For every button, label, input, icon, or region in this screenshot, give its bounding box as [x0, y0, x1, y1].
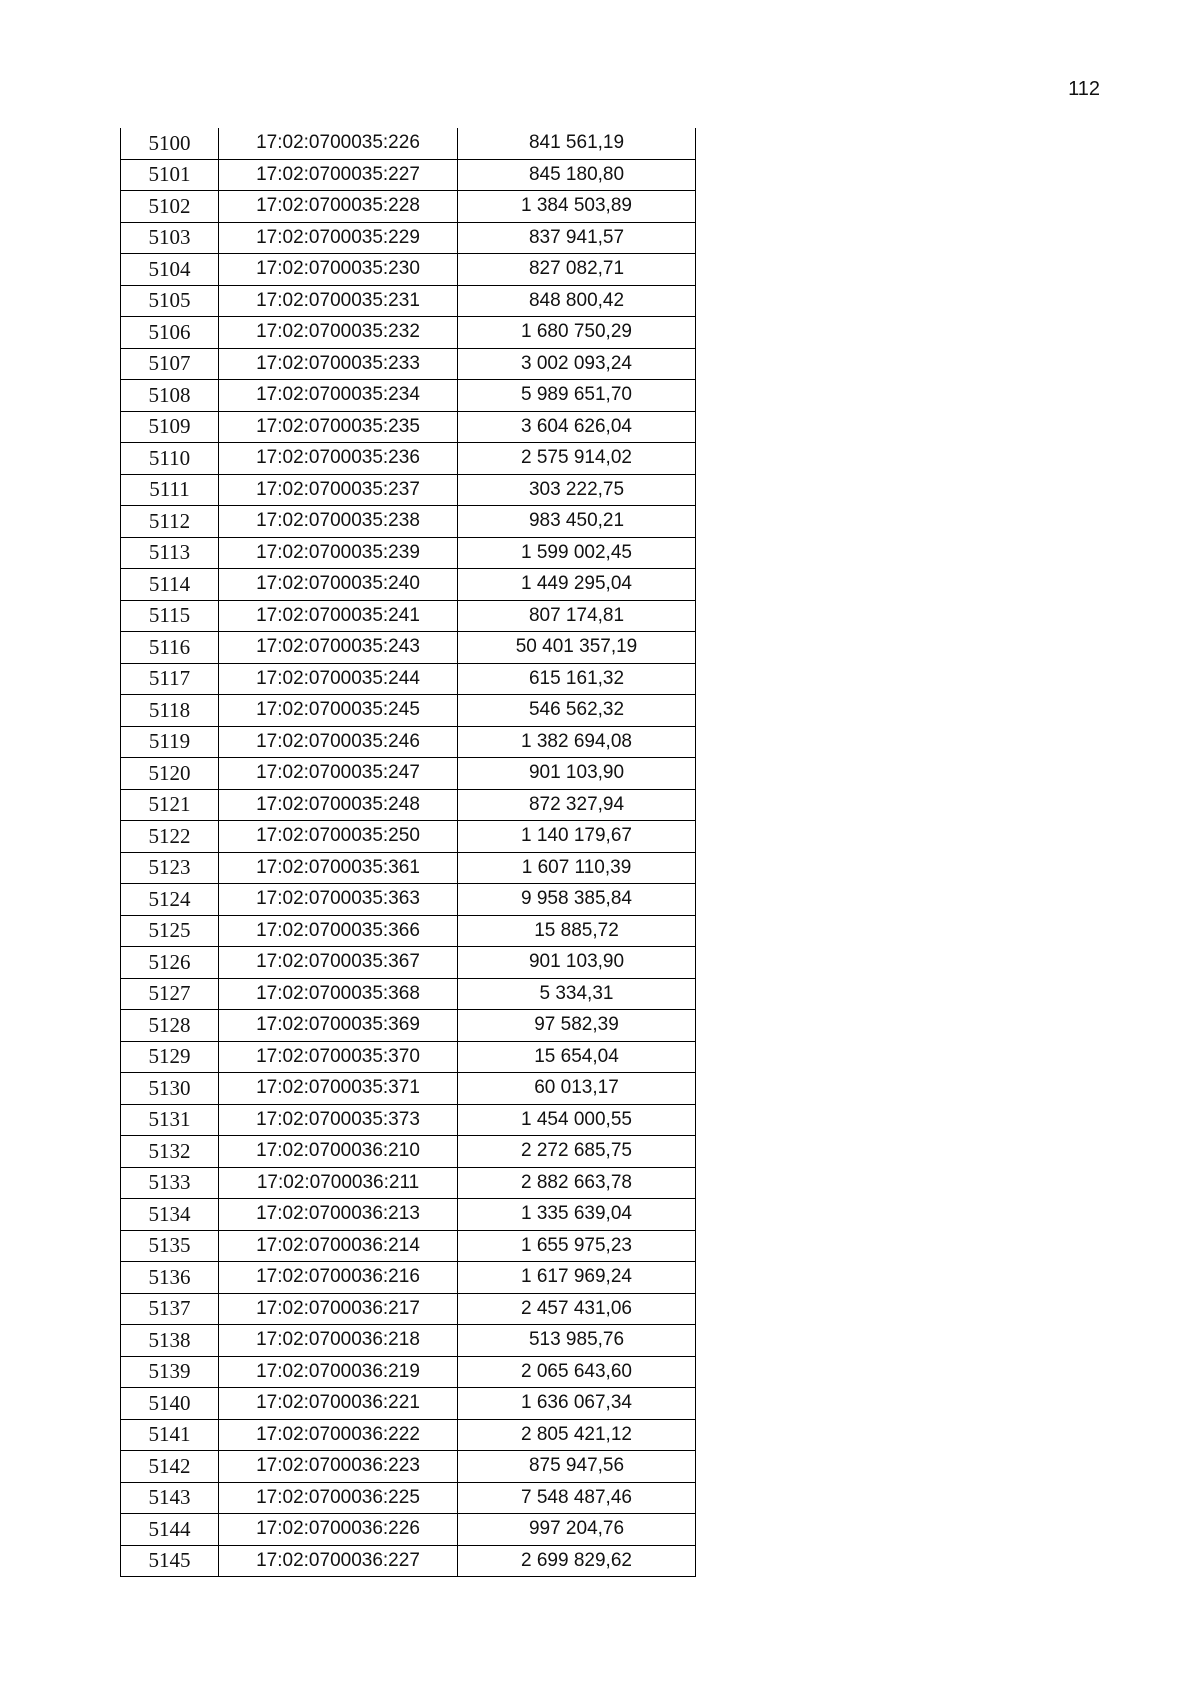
cadastral-number-cell: 17:02:0700035:231 [219, 285, 458, 317]
row-number-cell: 5126 [121, 947, 219, 979]
row-number-cell: 5138 [121, 1325, 219, 1357]
table-row [121, 1041, 696, 1073]
cadastral-number-cell: 17:02:0700035:239 [219, 537, 458, 569]
cadastral-value-cell: 901 103,90 [458, 758, 696, 790]
row-number-cell: 5123 [121, 852, 219, 884]
cadastral-number-cell: 17:02:0700035:246 [219, 726, 458, 758]
cadastral-value-cell: 2 575 914,02 [458, 443, 696, 475]
cadastral-value-cell: 1 449 295,04 [458, 569, 696, 601]
cadastral-value-cell: 997 204,76 [458, 1514, 696, 1546]
table-body [121, 128, 696, 1577]
cadastral-number-cell: 17:02:0700035:240 [219, 569, 458, 601]
row-number-cell: 5137 [121, 1293, 219, 1325]
table-row [121, 1419, 696, 1451]
cadastral-value-cell: 1 617 969,24 [458, 1262, 696, 1294]
table-row [121, 474, 696, 506]
cadastral-value-cell: 1 680 750,29 [458, 317, 696, 349]
cadastral-value-cell: 845 180,80 [458, 159, 696, 191]
cadastral-value-cell: 615 161,32 [458, 663, 696, 695]
cadastral-number-cell: 17:02:0700035:361 [219, 852, 458, 884]
row-number-cell: 5132 [121, 1136, 219, 1168]
cadastral-number-cell: 17:02:0700035:227 [219, 159, 458, 191]
table-row [121, 1451, 696, 1483]
cadastral-value-cell: 1 454 000,55 [458, 1104, 696, 1136]
cadastral-number-cell: 17:02:0700036:226 [219, 1514, 458, 1546]
cadastral-number-cell: 17:02:0700035:245 [219, 695, 458, 727]
cadastral-number-cell: 17:02:0700036:223 [219, 1451, 458, 1483]
table-row [121, 947, 696, 979]
cadastral-number-cell: 17:02:0700036:219 [219, 1356, 458, 1388]
row-number-cell: 5143 [121, 1482, 219, 1514]
row-number-cell: 5102 [121, 191, 219, 223]
row-number-cell: 5134 [121, 1199, 219, 1231]
row-number-cell: 5142 [121, 1451, 219, 1483]
cadastral-number-cell: 17:02:0700035:237 [219, 474, 458, 506]
cadastral-number-cell: 17:02:0700035:235 [219, 411, 458, 443]
cadastral-number-cell: 17:02:0700036:221 [219, 1388, 458, 1420]
cadastral-value-cell: 1 335 639,04 [458, 1199, 696, 1231]
table-row [121, 852, 696, 884]
cadastral-value-cell: 97 582,39 [458, 1010, 696, 1042]
table-row [121, 884, 696, 916]
row-number-cell: 5111 [121, 474, 219, 506]
cadastral-value-cell: 1 382 694,08 [458, 726, 696, 758]
cadastral-number-cell: 17:02:0700035:373 [219, 1104, 458, 1136]
table-row [121, 758, 696, 790]
cadastral-value-cell: 841 561,19 [458, 128, 696, 159]
cadastral-value-cell: 983 450,21 [458, 506, 696, 538]
cadastral-number-cell: 17:02:0700036:216 [219, 1262, 458, 1294]
table-row [121, 1167, 696, 1199]
cadastral-number-cell: 17:02:0700035:363 [219, 884, 458, 916]
cadastral-number-cell: 17:02:0700035:236 [219, 443, 458, 475]
row-number-cell: 5118 [121, 695, 219, 727]
row-number-cell: 5107 [121, 348, 219, 380]
row-number-cell: 5135 [121, 1230, 219, 1262]
cadastral-value-cell: 15 654,04 [458, 1041, 696, 1073]
table-row [121, 285, 696, 317]
table-row [121, 254, 696, 286]
cadastral-number-cell: 17:02:0700035:247 [219, 758, 458, 790]
cadastral-number-cell: 17:02:0700035:368 [219, 978, 458, 1010]
cadastral-number-cell: 17:02:0700035:243 [219, 632, 458, 664]
table-row [121, 443, 696, 475]
cadastral-value-cell: 7 548 487,46 [458, 1482, 696, 1514]
table-row [121, 1545, 696, 1577]
cadastral-value-cell: 2 805 421,12 [458, 1419, 696, 1451]
table-row [121, 222, 696, 254]
cadastral-number-cell: 17:02:0700035:248 [219, 789, 458, 821]
row-number-cell: 5136 [121, 1262, 219, 1294]
cadastral-value-cell: 546 562,32 [458, 695, 696, 727]
cadastral-value-cell: 5 989 651,70 [458, 380, 696, 412]
cadastral-number-cell: 17:02:0700036:225 [219, 1482, 458, 1514]
cadastral-value-cell: 2 457 431,06 [458, 1293, 696, 1325]
table-row [121, 821, 696, 853]
cadastral-number-cell: 17:02:0700035:371 [219, 1073, 458, 1105]
row-number-cell: 5139 [121, 1356, 219, 1388]
row-number-cell: 5108 [121, 380, 219, 412]
row-number-cell: 5101 [121, 159, 219, 191]
cadastral-value-table [120, 128, 696, 1577]
cadastral-value-cell: 2 065 643,60 [458, 1356, 696, 1388]
cadastral-value-cell: 1 655 975,23 [458, 1230, 696, 1262]
row-number-cell: 5128 [121, 1010, 219, 1042]
cadastral-value-cell: 875 947,56 [458, 1451, 696, 1483]
table-row [121, 789, 696, 821]
row-number-cell: 5119 [121, 726, 219, 758]
table-row [121, 1388, 696, 1420]
row-number-cell: 5116 [121, 632, 219, 664]
table-row [121, 1482, 696, 1514]
table-row [121, 1325, 696, 1357]
table-row [121, 1136, 696, 1168]
cadastral-value-cell: 60 013,17 [458, 1073, 696, 1105]
cadastral-number-cell: 17:02:0700035:250 [219, 821, 458, 853]
cadastral-value-cell: 9 958 385,84 [458, 884, 696, 916]
cadastral-value-cell: 1 636 067,34 [458, 1388, 696, 1420]
table-row [121, 191, 696, 223]
row-number-cell: 5130 [121, 1073, 219, 1105]
table-row [121, 317, 696, 349]
row-number-cell: 5105 [121, 285, 219, 317]
row-number-cell: 5145 [121, 1545, 219, 1577]
row-number-cell: 5104 [121, 254, 219, 286]
cadastral-number-cell: 17:02:0700036:217 [219, 1293, 458, 1325]
cadastral-number-cell: 17:02:0700036:222 [219, 1419, 458, 1451]
cadastral-value-cell: 3 002 093,24 [458, 348, 696, 380]
cadastral-number-cell: 17:02:0700035:366 [219, 915, 458, 947]
table-row [121, 348, 696, 380]
cadastral-number-cell: 17:02:0700035:226 [219, 128, 458, 159]
cadastral-value-cell: 50 401 357,19 [458, 632, 696, 664]
row-number-cell: 5121 [121, 789, 219, 821]
cadastral-value-cell: 1 384 503,89 [458, 191, 696, 223]
table-row [121, 380, 696, 412]
table-row [121, 695, 696, 727]
cadastral-value-cell: 1 140 179,67 [458, 821, 696, 853]
row-number-cell: 5115 [121, 600, 219, 632]
cadastral-number-cell: 17:02:0700036:210 [219, 1136, 458, 1168]
row-number-cell: 5100 [121, 128, 219, 159]
row-number-cell: 5117 [121, 663, 219, 695]
table-row [121, 569, 696, 601]
row-number-cell: 5114 [121, 569, 219, 601]
cadastral-value-cell: 807 174,81 [458, 600, 696, 632]
row-number-cell: 5109 [121, 411, 219, 443]
cadastral-value-cell: 2 699 829,62 [458, 1545, 696, 1577]
cadastral-number-cell: 17:02:0700036:211 [219, 1167, 458, 1199]
cadastral-number-cell: 17:02:0700035:228 [219, 191, 458, 223]
table-row [121, 1104, 696, 1136]
cadastral-number-cell: 17:02:0700036:218 [219, 1325, 458, 1357]
cadastral-value-cell: 3 604 626,04 [458, 411, 696, 443]
table-row [121, 1010, 696, 1042]
table-row [121, 537, 696, 569]
cadastral-value-cell: 872 327,94 [458, 789, 696, 821]
cadastral-number-cell: 17:02:0700035:244 [219, 663, 458, 695]
row-number-cell: 5129 [121, 1041, 219, 1073]
cadastral-number-cell: 17:02:0700035:229 [219, 222, 458, 254]
cadastral-number-cell: 17:02:0700036:227 [219, 1545, 458, 1577]
table-row [121, 1073, 696, 1105]
cadastral-value-cell: 303 222,75 [458, 474, 696, 506]
row-number-cell: 5120 [121, 758, 219, 790]
table-row [121, 506, 696, 538]
cadastral-value-cell: 1 607 110,39 [458, 852, 696, 884]
row-number-cell: 5124 [121, 884, 219, 916]
cadastral-number-cell: 17:02:0700035:370 [219, 1041, 458, 1073]
table-row [121, 128, 696, 159]
cadastral-number-cell: 17:02:0700035:232 [219, 317, 458, 349]
table-row [121, 663, 696, 695]
cadastral-number-cell: 17:02:0700035:238 [219, 506, 458, 538]
table-row [121, 159, 696, 191]
cadastral-number-cell: 17:02:0700035:233 [219, 348, 458, 380]
cadastral-value-cell: 837 941,57 [458, 222, 696, 254]
page-number: 112 [1068, 78, 1100, 100]
table-row [121, 1230, 696, 1262]
row-number-cell: 5103 [121, 222, 219, 254]
table-row [121, 632, 696, 664]
cadastral-value-cell: 901 103,90 [458, 947, 696, 979]
row-number-cell: 5133 [121, 1167, 219, 1199]
cadastral-value-cell: 827 082,71 [458, 254, 696, 286]
row-number-cell: 5140 [121, 1388, 219, 1420]
cadastral-number-cell: 17:02:0700035:369 [219, 1010, 458, 1042]
cadastral-number-cell: 17:02:0700035:230 [219, 254, 458, 286]
table-row [121, 1293, 696, 1325]
cadastral-number-cell: 17:02:0700035:241 [219, 600, 458, 632]
cadastral-value-cell: 1 599 002,45 [458, 537, 696, 569]
row-number-cell: 5131 [121, 1104, 219, 1136]
cadastral-value-cell: 2 882 663,78 [458, 1167, 696, 1199]
row-number-cell: 5144 [121, 1514, 219, 1546]
table-row [121, 1514, 696, 1546]
table-row [121, 1199, 696, 1231]
cadastral-value-cell: 15 885,72 [458, 915, 696, 947]
table-row [121, 1262, 696, 1294]
table-row [121, 411, 696, 443]
table-row [121, 915, 696, 947]
row-number-cell: 5141 [121, 1419, 219, 1451]
table-row [121, 726, 696, 758]
cadastral-number-cell: 17:02:0700035:367 [219, 947, 458, 979]
cadastral-number-cell: 17:02:0700036:214 [219, 1230, 458, 1262]
cadastral-value-cell: 848 800,42 [458, 285, 696, 317]
cadastral-number-cell: 17:02:0700036:213 [219, 1199, 458, 1231]
row-number-cell: 5113 [121, 537, 219, 569]
table-row [121, 600, 696, 632]
cadastral-value-cell: 5 334,31 [458, 978, 696, 1010]
row-number-cell: 5106 [121, 317, 219, 349]
row-number-cell: 5127 [121, 978, 219, 1010]
row-number-cell: 5122 [121, 821, 219, 853]
row-number-cell: 5125 [121, 915, 219, 947]
cadastral-value-cell: 2 272 685,75 [458, 1136, 696, 1168]
table-row [121, 978, 696, 1010]
row-number-cell: 5110 [121, 443, 219, 475]
table-row [121, 1356, 696, 1388]
cadastral-number-cell: 17:02:0700035:234 [219, 380, 458, 412]
row-number-cell: 5112 [121, 506, 219, 538]
cadastral-value-cell: 513 985,76 [458, 1325, 696, 1357]
